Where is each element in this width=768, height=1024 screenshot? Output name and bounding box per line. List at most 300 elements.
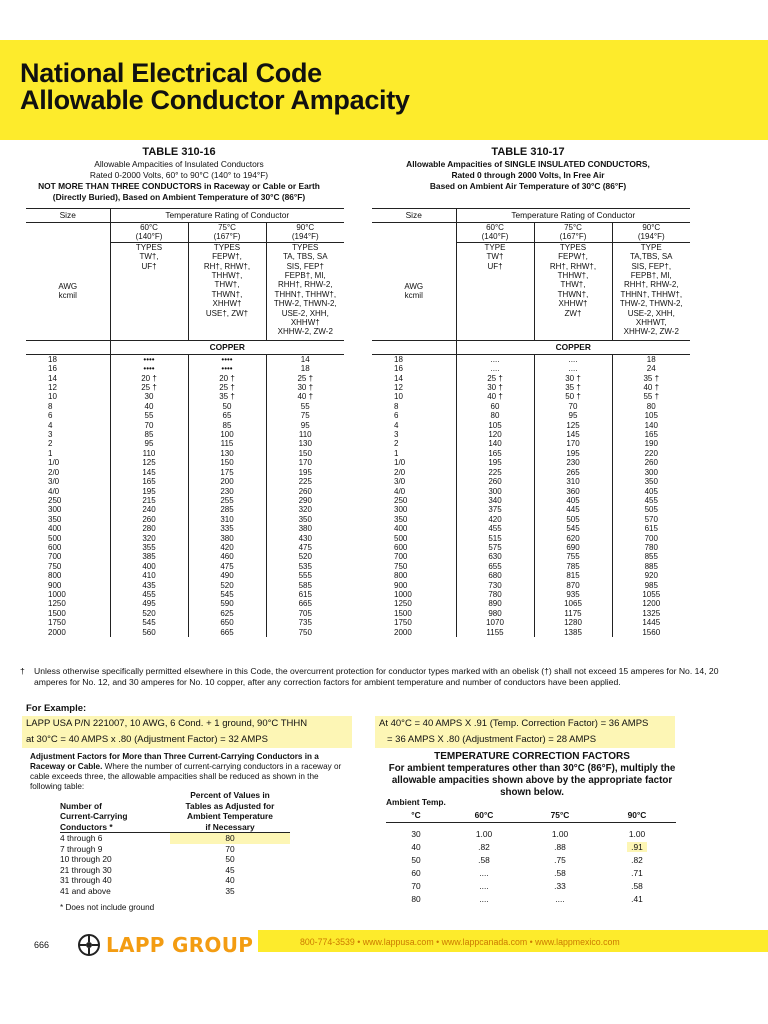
ampacity-cell: 85 (110, 430, 188, 439)
temp-correction-title: TEMPERATURE CORRECTION FACTORS (434, 751, 630, 762)
ampacity-cell: 885 (612, 562, 690, 571)
ampacity-cell: 50 (188, 402, 266, 411)
table-310-17-title: TABLE 310-17 (491, 146, 565, 158)
ampacity-cell: 170 (534, 439, 612, 448)
ampacity-cell: 50 † (534, 392, 612, 401)
ampacity-cell: 110 (110, 449, 188, 458)
ampacity-cell: 515 (456, 534, 534, 543)
size-cell: 400 (394, 524, 408, 534)
ampacity-cell: 1325 (612, 609, 690, 618)
caption-line: Allowable Ampacities of Insulated Conductors (94, 159, 264, 169)
ampacity-cell: 125 (534, 421, 612, 430)
correction-cell: .58 (478, 855, 490, 865)
table-row (372, 421, 690, 430)
table-row (372, 524, 690, 533)
size-cell: 750 (48, 561, 62, 571)
logo-text: LAPP GROUP (106, 933, 254, 957)
size-units (372, 223, 456, 341)
ampacity-cell: 40 (110, 402, 188, 411)
size-cell: 4/0 (394, 486, 406, 496)
ampacity-cell: 300 (456, 487, 534, 496)
lapp-logo-icon (78, 934, 100, 956)
conductor-count-cell: 41 and above (60, 885, 111, 896)
ampacity-cell: 280 (110, 524, 188, 533)
ampacity-cell: 505 (612, 505, 690, 514)
table-row (26, 581, 344, 590)
ampacity-cell: 420 (456, 515, 534, 524)
copper-header: COPPER (456, 340, 690, 354)
temp-60-header: 60°C (140°F) (456, 223, 534, 243)
table-row (26, 618, 344, 627)
ampacity-cell: 545 (188, 590, 266, 599)
title-banner (0, 40, 768, 140)
ampacity-cell: 405 (612, 487, 690, 496)
ampacity-cell: 65 (188, 411, 266, 420)
correction-cell: 1.00 (551, 829, 569, 839)
ampacity-cell: 255 (188, 496, 266, 505)
ampacity-cell: .... (456, 354, 534, 364)
table-310-16-body (26, 354, 344, 637)
ampacity-cell: 350 (612, 477, 690, 486)
ampacity-cell: 380 (266, 524, 344, 533)
ampacity-cell: 40 † (266, 392, 344, 401)
ampacity-cell: 690 (534, 543, 612, 552)
table-row (26, 468, 344, 477)
ampacity-cell: 105 (456, 421, 534, 430)
table-row (60, 844, 290, 855)
ampacity-cell: 815 (534, 571, 612, 580)
table-row (386, 841, 676, 854)
ampacity-cell: 1175 (534, 609, 612, 618)
table-row (372, 458, 690, 467)
ampacity-cell: 535 (266, 562, 344, 571)
ampacity-cell: 85 (188, 421, 266, 430)
ampacity-cell: 590 (188, 599, 266, 608)
ampacity-cell: 165 (456, 449, 534, 458)
size-cell: 1500 (48, 608, 66, 618)
ampacity-cell: 95 (266, 421, 344, 430)
table-row (26, 590, 344, 599)
correction-cell: .58 (631, 881, 643, 891)
table-row (26, 411, 344, 420)
ampacity-cell: 405 (534, 496, 612, 505)
temp-cell: 30 (411, 829, 421, 839)
ampacity-cell: 455 (612, 496, 690, 505)
size-cell: 350 (48, 514, 62, 524)
size-cell: 12 (48, 383, 57, 393)
size-cell: 6 (48, 411, 53, 421)
ampacity-cell: 985 (612, 581, 690, 590)
ampacity-cell: 55 (110, 411, 188, 420)
ampacity-cell: 455 (110, 590, 188, 599)
ampacity-cell: .... (534, 354, 612, 364)
table-310-16-caption (20, 145, 338, 203)
temp-cell: 50 (411, 855, 421, 865)
ampacity-cell: 18 (612, 354, 690, 364)
table-row (372, 439, 690, 448)
ampacity-cell: 655 (456, 562, 534, 571)
ampacity-cell: 260 (266, 487, 344, 496)
size-header: Size (26, 209, 110, 223)
adjustment-table (60, 790, 290, 896)
ampacity-cell: 140 (612, 421, 690, 430)
table-row (26, 524, 344, 533)
table-row (26, 458, 344, 467)
table-row (372, 468, 690, 477)
table-row (26, 374, 344, 383)
ampacity-cell: 140 (456, 439, 534, 448)
ampacity-cell: 615 (266, 590, 344, 599)
correction-cell-highlight: .91 (627, 842, 647, 852)
table-row (372, 392, 690, 401)
size-cell: 900 (394, 580, 408, 590)
size-cell: 12 (394, 383, 403, 393)
ampacity-cell: 230 (534, 458, 612, 467)
ampacity-cell: 410 (110, 571, 188, 580)
table-row (372, 496, 690, 505)
footnote-text: Unless otherwise specifically permitted elsewhere in this Code, the overcurrent protection for conductor types marked with an obelisk (†) shall not exceed 15 amperes for No. 14, 20 amperes for No. 12, and 30 amperes for No. 10 copper, after any correction factors for ambient temperature and number of conductors have been applied. (34, 666, 719, 687)
temp-90-header: 90°C (194°F) (612, 223, 690, 243)
size-cell: 600 (48, 542, 62, 552)
ambient-temp-label: Ambient Temp. (386, 797, 446, 807)
correction-cell: .82 (478, 842, 490, 852)
ampacity-cell: 145 (110, 468, 188, 477)
ampacity-cell: 1055 (612, 590, 690, 599)
ampacity-cell: 195 (266, 468, 344, 477)
table-row (26, 354, 344, 364)
size-cell: 8 (394, 401, 399, 411)
types-col-90: TYPES TA, TBS, SA SIS, FEP† FEPB†, MI, RHH†, RHW-2, THHN†, THHW†, THW-2, THWN-2, USE-2, XHH, XHHW† XHHW-2, ZW-2 (266, 242, 344, 340)
temp-75-header: 75°C (167°F) (188, 223, 266, 243)
ampacity-cell: 1445 (612, 618, 690, 627)
ampacity-cell: 35 † (534, 383, 612, 392)
title-line-1: National Electrical Code (20, 58, 322, 88)
ampacity-cell: 260 (110, 515, 188, 524)
ampacity-cell: 150 (266, 449, 344, 458)
table-row (372, 543, 690, 552)
ampacity-cell: 1280 (534, 618, 612, 627)
size-cell: 10 (48, 392, 57, 402)
copper-spacer (372, 340, 456, 354)
size-cell: 14 (394, 373, 403, 383)
ampacity-cell: 1385 (534, 628, 612, 637)
ampacity-cell: 785 (534, 562, 612, 571)
table-row (26, 505, 344, 514)
size-cell: 4 (394, 420, 399, 430)
table-row (372, 581, 690, 590)
correction-cell: 1.00 (628, 829, 646, 839)
ampacity-cell: 18 (266, 364, 344, 373)
ampacity-cell: 30 (110, 392, 188, 401)
ampacity-cell: 545 (534, 524, 612, 533)
ampacity-cell: 475 (188, 562, 266, 571)
ampacity-cell: 555 (266, 571, 344, 580)
conductor-count-cell: 10 through 20 (60, 854, 112, 864)
size-cell: 800 (394, 571, 408, 581)
percent-cell: 50 (225, 854, 235, 864)
ampacity-cell: 505 (534, 515, 612, 524)
ampacity-cell: 890 (456, 599, 534, 608)
ampacity-cell: 310 (534, 477, 612, 486)
table-row (26, 487, 344, 496)
ampacity-cell: 60 (456, 402, 534, 411)
lapp-group-logo (78, 934, 253, 956)
kcmil-label: kcmil (58, 291, 77, 301)
temp-correction-heading (382, 751, 682, 799)
ground-note: * Does not include ground (60, 903, 155, 912)
ampacity-cell: 30 † (456, 383, 534, 392)
table-row (372, 374, 690, 383)
example-title: For Example: (26, 703, 87, 714)
ampacity-cell: 575 (456, 543, 534, 552)
ampacity-cell: 935 (534, 590, 612, 599)
conductor-count-cell: 7 through 9 (60, 843, 103, 854)
size-cell: 18 (48, 354, 57, 364)
ampacity-cell: 755 (534, 552, 612, 561)
ampacity-cell: 170 (266, 458, 344, 467)
table-row (372, 552, 690, 561)
conductor-count-header: Number of Current-Carrying Conductors * (60, 790, 170, 833)
ampacity-cell: 40 † (456, 392, 534, 401)
conductor-count-cell: 31 through 40 (60, 875, 112, 885)
ampacity-cell: 95 (110, 439, 188, 448)
temp-correction-body (386, 828, 676, 906)
size-cell: 2 (394, 439, 399, 449)
ampacity-cell: .... (534, 364, 612, 373)
ampacity-cell: 130 (266, 439, 344, 448)
ampacity-cell: 585 (266, 581, 344, 590)
percent-cell: 70 (225, 843, 235, 854)
ampacity-cell: 680 (456, 571, 534, 580)
table-row (26, 515, 344, 524)
table-row (372, 534, 690, 543)
size-cell: 1750 (394, 618, 412, 628)
ampacity-cell: 320 (266, 505, 344, 514)
table-row (372, 364, 690, 373)
correction-cell: 1.00 (475, 829, 493, 839)
ampacity-cell: 730 (456, 581, 534, 590)
ampacity-cell: 55 (266, 402, 344, 411)
ampacity-cell: 520 (266, 552, 344, 561)
types-col-75: TYPES FEPW†, RH†, RHW†, THHW†, THW†, THWN†, XHHW† USE†, ZW† (188, 242, 266, 340)
table-row (26, 439, 344, 448)
size-header: Size (372, 209, 456, 223)
size-cell: 500 (394, 533, 408, 543)
ampacity-cell: 665 (266, 599, 344, 608)
size-cell: 500 (48, 533, 62, 543)
table-310-16 (26, 208, 344, 637)
table-310-17 (372, 208, 690, 637)
temp-cell: 60 (411, 868, 421, 878)
ampacity-cell: 285 (188, 505, 266, 514)
contact-info: 800-774-3539 • www.lappusa.com • www.lappcanada.com • www.lappmexico.com (300, 937, 620, 947)
table-row (372, 487, 690, 496)
correction-cell: .... (555, 894, 565, 904)
dagger-mark: † (20, 666, 25, 676)
size-cell: 16 (394, 364, 403, 374)
table-row (26, 599, 344, 608)
ampacity-cell: 375 (456, 505, 534, 514)
col-90-header: 90°C (598, 808, 676, 822)
ampacity-cell: 560 (110, 628, 188, 637)
temp-90-header: 90°C (194°F) (266, 223, 344, 243)
adjustment-table-body (60, 833, 290, 897)
ampacity-cell: 260 (456, 477, 534, 486)
size-cell: 1250 (394, 599, 412, 609)
correction-cell: .82 (631, 855, 643, 865)
size-cell: 600 (394, 542, 408, 552)
table-row (372, 505, 690, 514)
ampacity-cell: 545 (110, 618, 188, 627)
ampacity-cell: •••• (110, 364, 188, 373)
ampacity-cell: 20 † (110, 374, 188, 383)
percent-cell: 40 (225, 875, 235, 885)
table-row (386, 854, 676, 867)
page-title (20, 60, 410, 114)
ampacity-cell: .... (456, 364, 534, 373)
ampacity-cell: 320 (110, 534, 188, 543)
ampacity-cell: 310 (188, 515, 266, 524)
size-cell: 300 (48, 505, 62, 515)
ampacity-cell: 30 † (534, 374, 612, 383)
kcmil-label: kcmil (404, 291, 423, 301)
ampacity-cell: 475 (266, 543, 344, 552)
size-cell: 900 (48, 580, 62, 590)
ampacity-cell: 380 (188, 534, 266, 543)
size-cell: 750 (394, 561, 408, 571)
ampacity-cell: 25 † (110, 383, 188, 392)
size-cell: 2/0 (48, 467, 60, 477)
size-cell: 700 (48, 552, 62, 562)
table-row (26, 364, 344, 373)
ampacity-cell: 25 † (266, 374, 344, 383)
ampacity-cell: 1155 (456, 628, 534, 637)
ampacity-cell: •••• (188, 354, 266, 364)
temp-rating-header: Temperature Rating of Conductor (110, 209, 344, 223)
percent-cell: 80 (170, 833, 290, 844)
ampacity-cell: 200 (188, 477, 266, 486)
temp-cell: 70 (411, 881, 421, 891)
size-cell: 4 (48, 420, 53, 430)
percent-cell: 35 (225, 885, 235, 896)
celsius-col-header: °C (386, 808, 446, 822)
size-cell: 18 (394, 354, 403, 364)
awg-label: AWG (58, 282, 78, 291)
ampacity-cell: 490 (188, 571, 266, 580)
table-row (372, 562, 690, 571)
temp-75-header: 75°C (167°F) (534, 223, 612, 243)
ampacity-cell: 460 (188, 552, 266, 561)
ampacity-cell: 100 (188, 430, 266, 439)
example-line-2: at 30°C = 40 AMPS x .80 (Adjustment Factor) = 32 AMPS (22, 732, 352, 748)
table-row (26, 496, 344, 505)
table-row (372, 477, 690, 486)
size-cell: 1/0 (48, 458, 60, 468)
types-col-75: TYPES FEPW†, RH†, RHW†, THHW†, THW†, THWN†, XHHW† ZW† (534, 242, 612, 340)
ampacity-cell: 705 (266, 609, 344, 618)
temp-cell: 40 (411, 842, 421, 852)
size-cell: 2 (48, 439, 53, 449)
temp-60-header: 60°C (140°F) (110, 223, 188, 243)
conductor-count-cell: 21 through 30 (60, 864, 112, 875)
ampacity-cell: 520 (110, 609, 188, 618)
table-row (60, 875, 290, 886)
table-row (386, 880, 676, 893)
size-cell: 250 (394, 495, 408, 505)
table-row (60, 886, 290, 897)
ampacity-cell: 520 (188, 581, 266, 590)
table-row (26, 628, 344, 637)
table-row (26, 449, 344, 458)
ampacity-cell: 260 (612, 458, 690, 467)
table-row (26, 383, 344, 392)
caption-line: Allowable Ampacities of SINGLE INSULATED CONDUCTORS, (406, 159, 650, 169)
ampacity-cell: 855 (612, 552, 690, 561)
types-col-90: TYPE TA,TBS, SA SIS, FEP†, FEPB†, MI, RHH†, RHW-2, THHN†, THHW†, THW-2, THWN-2, USE-2, XHH, XHHWT, XHHW-2, ZW-2 (612, 242, 690, 340)
size-cell: 1250 (48, 599, 66, 609)
col-60-header: 60°C (446, 808, 522, 822)
table-row (60, 854, 290, 865)
caption-line: Rated 0 through 2000 Volts, In Free Air (451, 170, 605, 180)
ampacity-cell: 240 (110, 505, 188, 514)
size-cell: 8 (48, 401, 53, 411)
ampacity-cell: 455 (456, 524, 534, 533)
ampacity-cell: 120 (456, 430, 534, 439)
ampacity-cell: 735 (266, 618, 344, 627)
ampacity-cell: 665 (188, 628, 266, 637)
ampacity-cell: 620 (534, 534, 612, 543)
percent-cell: 45 (225, 864, 235, 875)
ampacity-cell: 195 (534, 449, 612, 458)
ampacity-cell: 980 (456, 609, 534, 618)
ampacity-cell: 435 (110, 581, 188, 590)
ampacity-cell: 115 (188, 439, 266, 448)
correction-cell: .... (479, 881, 489, 891)
caption-line: NOT MORE THAN THREE CONDUCTORS in Raceway or Cable or Earth (38, 181, 320, 191)
ampacity-cell: 80 (612, 402, 690, 411)
size-cell: 700 (394, 552, 408, 562)
copper-header: COPPER (110, 340, 344, 354)
table-row (26, 543, 344, 552)
ampacity-cell: 1065 (534, 599, 612, 608)
ampacity-cell: •••• (110, 354, 188, 364)
example-line-3: At 40°C = 40 AMPS X .91 (Temp. Correction Factor) = 36 AMPS (375, 716, 675, 732)
ampacity-cell: 870 (534, 581, 612, 590)
awg-label: AWG (404, 282, 424, 291)
ampacity-cell: 340 (456, 496, 534, 505)
col-75-header: 75°C (522, 808, 598, 822)
ampacity-cell: 175 (188, 468, 266, 477)
ampacity-cell: 150 (188, 458, 266, 467)
ampacity-cell: 24 (612, 364, 690, 373)
table-row (372, 449, 690, 458)
ampacity-cell: 615 (612, 524, 690, 533)
ampacity-cell: 190 (612, 439, 690, 448)
ampacity-cell: 220 (612, 449, 690, 458)
ampacity-cell: 30 † (266, 383, 344, 392)
table-row (26, 477, 344, 486)
correction-cell: .71 (631, 868, 643, 878)
ampacity-cell: 225 (456, 468, 534, 477)
overcurrent-footnote (20, 666, 740, 688)
ampacity-cell: 335 (188, 524, 266, 533)
table-row (372, 590, 690, 599)
size-cell: 3 (394, 430, 399, 440)
ampacity-cell: 110 (266, 430, 344, 439)
title-line-2: Allowable Conductor Ampacity (20, 85, 410, 115)
table-row (26, 571, 344, 580)
ampacity-cell: 920 (612, 571, 690, 580)
